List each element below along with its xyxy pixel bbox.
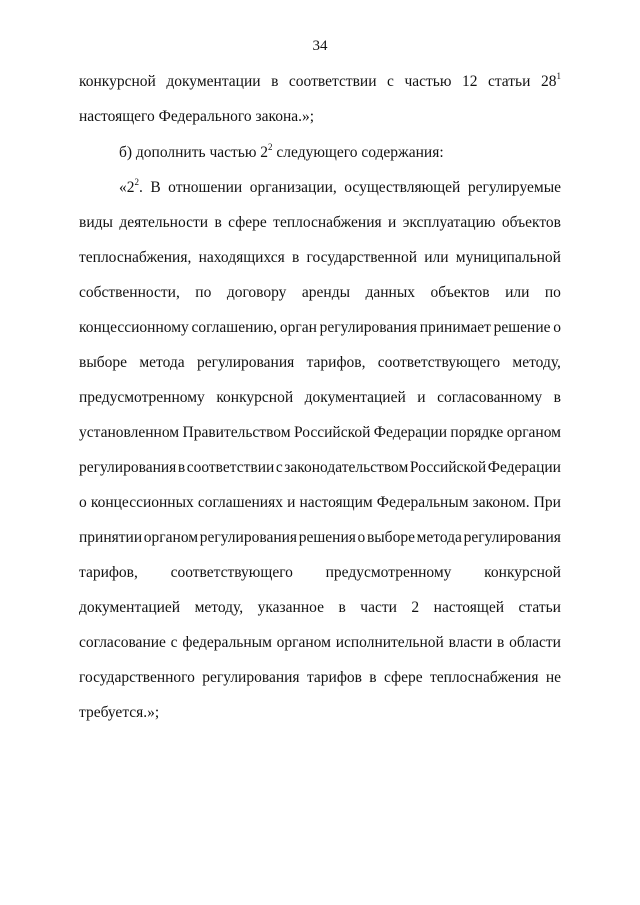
text-line-17: [79, 633, 561, 653]
word: органом: [506, 424, 561, 441]
word: настоящим: [299, 494, 373, 511]
word: статьи: [518, 599, 561, 616]
word: порядке: [450, 424, 504, 441]
word: в: [338, 599, 346, 616]
word: и: [388, 214, 397, 231]
text-line-19: требуется.»;: [79, 704, 160, 721]
word: регулирования: [463, 529, 561, 546]
word: концессионных: [90, 494, 194, 511]
text-line-16: [79, 598, 561, 618]
word: сфере: [383, 669, 423, 686]
text-line-3: [119, 143, 561, 163]
word: деятельности: [119, 214, 209, 231]
word: Российской: [293, 424, 371, 441]
text-line-2: настоящего Федерального закона.»;: [79, 108, 315, 125]
text-line-9: [79, 353, 561, 373]
text-line-12: [79, 458, 561, 478]
article-number: 28: [540, 73, 557, 90]
word: о: [357, 529, 366, 546]
word: предусмотренному: [79, 389, 205, 406]
word: При: [533, 494, 561, 511]
word: теплоснабжения: [429, 669, 539, 686]
word: теплоснабжения: [273, 214, 382, 231]
word: тарифов: [306, 669, 362, 686]
text-line-6: [79, 248, 561, 268]
text-line-7: [79, 283, 561, 303]
word: соглашению,: [191, 319, 278, 336]
word: теплоснабжения,: [79, 249, 192, 266]
word: настоящей: [433, 599, 504, 616]
word: органом: [276, 634, 331, 651]
word: о: [79, 494, 87, 511]
word: решения: [298, 529, 356, 546]
word: законодательством: [284, 459, 409, 476]
word: не: [545, 669, 561, 686]
text-line-11: [79, 423, 561, 443]
word: документации: [166, 73, 261, 90]
word: с: [387, 73, 394, 90]
word-with-superscript: [541, 72, 561, 92]
word: находящихся: [198, 249, 285, 266]
text-line-13: [79, 493, 561, 513]
text-line-15: [79, 563, 561, 583]
word: осуществляющей: [344, 179, 461, 196]
line-text: б) дополнить частью 2: [119, 144, 269, 161]
word: исполнительной: [335, 634, 444, 651]
word: регулирования: [319, 319, 417, 336]
word: муниципальной: [455, 249, 561, 266]
word: концессионному: [79, 319, 189, 336]
word: принятии: [79, 529, 143, 546]
word: и: [417, 389, 426, 406]
word: согласованному: [437, 389, 543, 406]
word: о: [553, 319, 561, 336]
word: предусмотренному: [325, 564, 452, 581]
word: документацией: [79, 599, 181, 616]
word: методу,: [194, 599, 244, 616]
word: регулирования: [79, 459, 177, 476]
word: объектов: [501, 214, 561, 231]
word: Федеральным: [376, 494, 469, 511]
text-line-14: [79, 528, 561, 548]
word: 2: [411, 599, 420, 616]
word: в: [177, 459, 186, 476]
word: сфере: [228, 214, 267, 231]
word: Федерации: [373, 424, 447, 441]
word: конкурсной: [79, 73, 156, 90]
word: соответствующего: [170, 564, 293, 581]
superscript: 2: [134, 177, 139, 187]
word: методу,: [512, 354, 561, 371]
word: или: [505, 284, 530, 301]
word: конкурсной: [216, 389, 294, 406]
text-line-18: [79, 668, 561, 688]
word: виды: [79, 214, 113, 231]
word: регулирования: [202, 669, 300, 686]
word: частью: [404, 73, 452, 90]
word: организации,: [249, 179, 337, 196]
word: соответствии: [288, 73, 377, 90]
word: с: [275, 459, 283, 476]
word: указанное: [257, 599, 324, 616]
word: и: [287, 494, 296, 511]
word: данных: [365, 284, 416, 301]
word: в: [553, 389, 561, 406]
word: в: [271, 73, 279, 90]
word: решение: [493, 319, 551, 336]
word: принимает: [419, 319, 491, 336]
word: органом: [143, 529, 199, 546]
word: части: [360, 599, 397, 616]
word: государственной: [306, 249, 418, 266]
word: власти: [448, 634, 493, 651]
word: тарифов,: [79, 564, 138, 581]
word: регулирования: [196, 354, 295, 371]
line-text: следующего содержания:: [272, 144, 444, 161]
word-with-superscript: «$2^2$.: [119, 177, 143, 196]
word: по: [195, 284, 212, 301]
word: согласование: [79, 634, 166, 651]
word: договору: [226, 284, 287, 301]
word: регулирования: [199, 529, 298, 546]
word: по: [544, 284, 561, 301]
word: метода: [139, 354, 185, 371]
text-line-4: [119, 178, 561, 198]
word: 12: [461, 73, 478, 90]
text-line-10: [79, 388, 561, 408]
word: статьи: [487, 73, 531, 90]
word: В: [150, 179, 161, 196]
word: объектов: [430, 284, 490, 301]
word: с: [170, 634, 178, 651]
superscript: 2: [268, 142, 273, 152]
page-number: 34: [312, 38, 328, 54]
word: или: [424, 249, 449, 266]
word: соответствии: [186, 459, 275, 476]
word: в: [292, 249, 300, 266]
word: Правительством: [182, 424, 291, 441]
word: соответствующего: [377, 354, 501, 371]
word: федеральным: [182, 634, 272, 651]
word: установленном: [79, 424, 180, 441]
word: «2: [119, 179, 135, 196]
word: регулируемые: [467, 179, 561, 196]
word: Федерации: [487, 459, 561, 476]
word: области: [509, 634, 561, 651]
word: документацией: [304, 389, 406, 406]
word: тарифов,: [306, 354, 366, 371]
word: собственности,: [79, 284, 180, 301]
word: конкурсной: [484, 564, 561, 581]
text-line-5: [79, 213, 561, 233]
word: в: [497, 634, 505, 651]
word: в: [369, 669, 377, 686]
word: государственного: [79, 669, 195, 686]
word: законом.: [472, 494, 530, 511]
text-line-1: [79, 72, 561, 92]
word: аренды: [301, 284, 351, 301]
word: выборе: [366, 529, 415, 546]
word: отношении: [168, 179, 243, 196]
word: метода: [416, 529, 462, 546]
superscript: 1: [556, 71, 561, 81]
word: выборе: [79, 354, 127, 371]
word: в: [214, 214, 222, 231]
text-line-8: [79, 318, 561, 338]
word: эксплуатацию: [402, 214, 496, 231]
word: Российской: [409, 459, 487, 476]
word: орган: [279, 319, 317, 336]
word: соглашениях: [197, 494, 283, 511]
